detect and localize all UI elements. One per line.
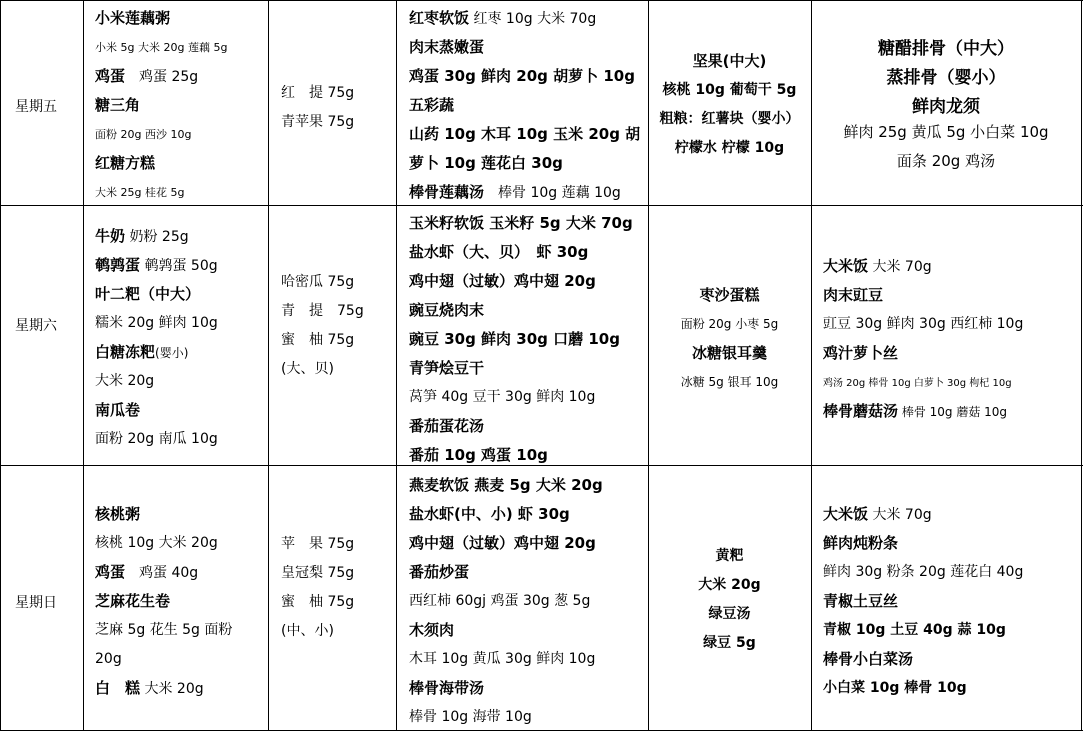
menu-line: 绿豆 5g [703,635,756,651]
lunch-cell [409,212,645,473]
menu-line: 鹌鹑蛋 鹌鹑蛋 50g [95,256,218,274]
fruit-item: 红 提 75g [281,85,355,101]
breakfast-cell [95,503,267,706]
menu-line: 大米饭 大米 70g [823,257,932,275]
column-divider [396,0,397,731]
menu-line: 肉末蒸嫩蛋 [409,38,485,56]
menu-line: 盐水虾(中、小) 虾 30g [409,505,570,523]
fruit-item: 蜜 柚 75g [281,332,355,348]
fruit-item: 皇冠梨 75g [281,565,355,581]
dinner-cell [823,255,1079,429]
menu-line: 鸡汁萝卜丝 [823,344,899,362]
fruit-cell [281,82,393,140]
menu-line: 红糖方糕 [95,154,156,172]
menu-line: 西红柿 60gj 鸡蛋 30g 葱 5g [409,593,591,609]
menu-line: 糖醋排骨（中大） [878,39,1014,59]
dinner-cell [823,503,1079,706]
menu-line: 大米 20g [698,577,761,593]
snack-cell [649,50,810,166]
menu-line: 莴笋 40g 豆干 30g 鲜肉 10g [409,389,596,405]
menu-line: 棒骨小白菜汤 [823,650,914,668]
menu-line: 五彩蔬 [409,96,455,114]
day-label: 星期五 [15,99,57,115]
snack-cell [649,545,810,661]
menu-line: 冰糖银耳羹 [691,344,767,362]
column-divider [268,0,269,731]
menu-line: 面粉 20g 小枣 5g [680,317,779,331]
menu-line: 小白菜 10g 棒骨 10g [823,680,967,696]
day-label: 星期六 [15,318,57,334]
menu-line: 大米饭 大米 70g [823,505,932,523]
menu-line: 牛奶 奶粉 25g [95,227,189,245]
menu-line: 枣沙蛋糕 [699,286,760,304]
menu-line: 盐水虾（大、贝） 虾 30g [409,243,589,261]
menu-line: 萝卜 10g 莲花白 30g [409,154,563,172]
menu-line: 面条 20g 鸡汤 [896,152,996,170]
menu-line: 棒骨海带汤 [409,679,485,697]
menu-line: 白糖冻粑(婴小) [95,343,189,361]
menu-line: 青笋烩豆干 [409,359,485,377]
menu-line: 鸡蛋 鸡蛋 40g [95,563,199,581]
menu-line: 木须肉 [409,621,455,639]
menu-line: 鲜肉 25g 黄瓜 5g 小白菜 10g [843,123,1049,141]
menu-line: 木耳 10g 黄瓜 30g 鲜肉 10g [409,651,596,667]
table-border-top [0,0,1083,1]
menu-line: 豇豆 30g 鲜肉 30g 西红柿 10g [823,316,1024,332]
menu-line: 冰糖 5g 银耳 10g [680,375,779,389]
menu-line: 核桃 10g 大米 20g [95,535,218,551]
menu-line: 番茄 10g 鸡蛋 10g [409,446,548,464]
menu-line: 鲜肉 30g 粉条 20g 莲花白 40g [823,564,1024,580]
day-label: 星期日 [15,595,57,611]
menu-line: 粗粮：红薯块（婴小） [659,111,800,127]
lunch-cell [409,7,645,210]
lunch-cell [409,474,645,735]
menu-line: 棒骨蘑菇汤 棒骨 10g 蘑菇 10g [823,402,1008,420]
menu-line: 红枣软饭 红枣 10g 大米 70g [409,9,597,27]
menu-line: 豌豆 30g 鲜肉 30g 口蘑 10g [409,330,620,348]
menu-line: 核桃 10g 葡萄干 5g [662,82,797,98]
menu-line: 大米 20g [95,373,155,389]
menu-line: 鸡中翅（过敏）鸡中翅 20g [409,534,596,552]
menu-line: 叶二粑（中大） [95,285,201,303]
menu-line: 面粉 20g 南瓜 10g [95,431,218,447]
menu-line: 青椒土豆丝 [823,592,899,610]
menu-line: 鲜肉龙须 [912,97,980,117]
fruit-cell [281,533,393,649]
menu-line: 糯米 20g 鲜肉 10g [95,315,218,331]
table-border-right [1081,0,1082,731]
menu-line: 肉末豇豆 [823,286,884,304]
fruit-item: 青苹果 75g [281,114,355,130]
menu-line: 芝麻 5g 花生 5g 面粉 [95,622,233,638]
menu-line: 黄粑 [715,548,744,564]
menu-line: 大米 25g 桂花 5g [95,186,185,199]
menu-line: 面粉 20g 西沙 10g [95,128,192,141]
menu-line: 坚果(中大) [692,52,767,70]
menu-line: 鸡蛋 鸡蛋 25g [95,67,199,85]
menu-line: 番茄蛋花汤 [409,417,485,435]
menu-line: 青椒 10g 土豆 40g 蒜 10g [823,622,1006,638]
table-border-left [0,0,1,731]
column-divider [83,0,84,731]
menu-line: 小米莲藕粥 [95,9,171,27]
menu-line: 番茄炒蛋 [409,563,470,581]
menu-line: 棒骨 10g 海带 10g [409,709,532,725]
fruit-item: 青 提 75g [281,303,364,319]
fruit-item: 哈密瓜 75g [281,274,355,290]
menu-line: 绿豆汤 [708,606,751,622]
menu-line: 小米 5g 大米 20g 莲藕 5g [95,41,228,54]
menu-line: 芝麻花生卷 [95,592,171,610]
dinner-cell [812,34,1080,179]
menu-line: 核桃粥 [95,505,141,523]
menu-line: 白 糕 大米 20g [95,679,204,697]
menu-line: 豌豆烧肉末 [409,301,485,319]
fruit-cell [281,271,393,387]
fruit-item: (大、贝) [281,361,334,377]
menu-line: 糖三角 [95,96,141,114]
menu-line: 蒸排骨（婴小） [886,68,1006,88]
menu-line: 山药 10g 木耳 10g 玉米 20g 胡 [409,125,641,143]
fruit-item: 蜜 柚 75g [281,594,355,610]
menu-line: 南瓜卷 [95,401,141,419]
menu-line: 燕麦软饭 燕麦 5g 大米 20g [409,476,603,494]
menu-line: 鲜肉炖粉条 [823,534,899,552]
menu-line: 柠檬水 柠檬 10g [674,140,785,156]
menu-line: 棒骨莲藕汤 棒骨 10g 莲藕 10g [409,183,621,201]
menu-line: 鸡汤 20g 棒骨 10g 白萝卜 30g 枸杞 10g [823,378,1012,389]
fruit-item: 苹 果 75g [281,536,355,552]
breakfast-cell [95,7,267,210]
snack-cell [649,284,810,400]
menu-line: 鸡蛋 30g 鲜肉 20g 胡萝卜 10g [409,67,635,85]
menu-line: 鸡中翅（过敏）鸡中翅 20g [409,272,596,290]
menu-line: 20g [95,651,122,667]
fruit-item: (中、小) [281,623,334,639]
menu-line: 玉米籽软饭 玉米籽 5g 大米 70g [409,214,633,232]
breakfast-cell [95,225,267,457]
